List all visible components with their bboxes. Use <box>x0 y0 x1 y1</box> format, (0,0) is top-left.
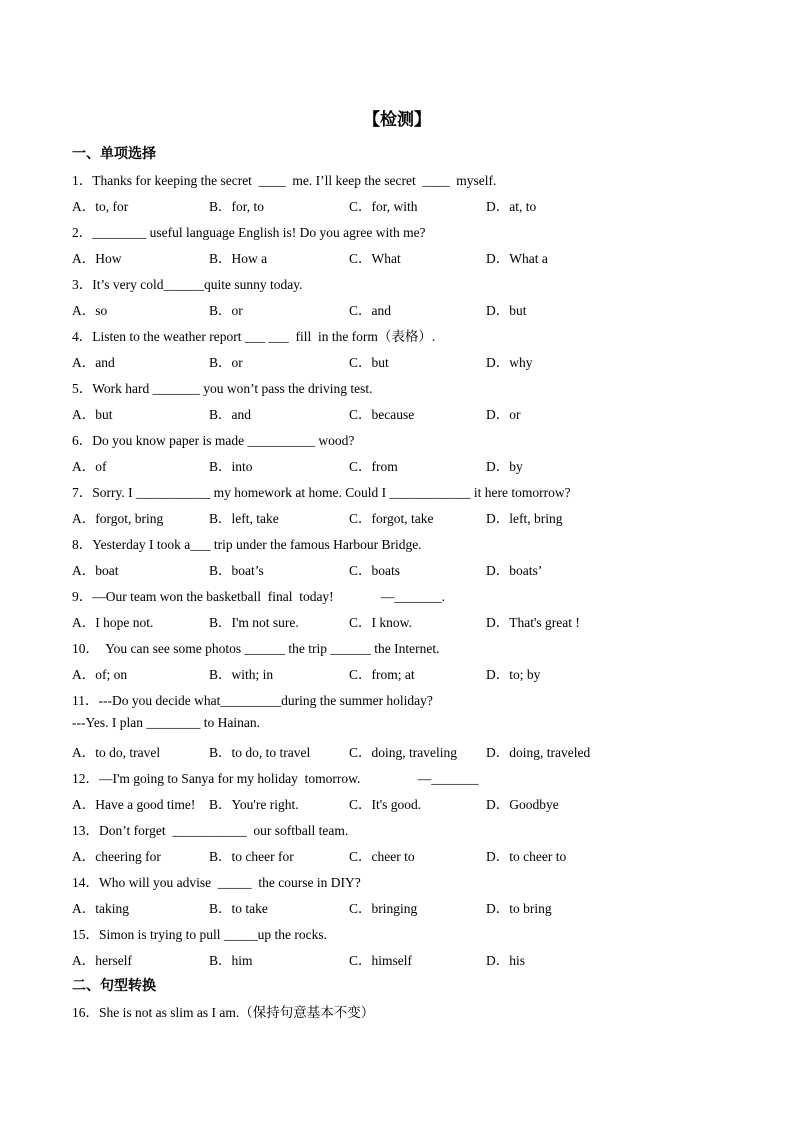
option-b: B．boat’s <box>209 563 264 578</box>
options-13 <box>72 845 732 865</box>
option-d: D．to cheer to <box>486 849 567 864</box>
option-d: D．to bring <box>486 901 552 916</box>
question-1: 1．Thanks for keeping the secret ____ me. I’ll keep the secret ____ myself. <box>72 173 497 188</box>
option-a: A．forgot, bring <box>72 511 164 526</box>
option-c: C．and <box>349 303 391 318</box>
options-6 <box>72 455 732 475</box>
option-d: D．Goodbye <box>486 797 559 812</box>
option-b: B．for, to <box>209 199 264 214</box>
option-d: D．by <box>486 459 523 474</box>
option-c: C．I know. <box>349 615 412 630</box>
question-11-reply: ---Yes. I plan ________ to Hainan. <box>72 715 260 730</box>
option-a: A．taking <box>72 901 129 916</box>
question-11: 11．---Do you decide what_________during the summer holiday? <box>72 693 433 708</box>
option-b: B．him <box>209 953 253 968</box>
question-6: 6．Do you know paper is made __________ wood? <box>72 433 355 448</box>
option-b: B．How a <box>209 251 268 266</box>
option-a: A．cheering for <box>72 849 161 864</box>
options-4 <box>72 351 732 371</box>
question-13: 13．Don’t forget ___________ our softball team. <box>72 823 349 838</box>
options-9 <box>72 611 732 631</box>
option-b: B．or <box>209 355 243 370</box>
option-c: C．himself <box>349 953 412 968</box>
section-heading-sentence-transformation: 二、句型转换 <box>72 978 156 994</box>
option-a: A．to do, travel <box>72 745 161 760</box>
option-b: B．and <box>209 407 251 422</box>
option-c: C．It's good. <box>349 797 422 812</box>
option-a: A．of <box>72 459 107 474</box>
option-a: A．I hope not. <box>72 615 154 630</box>
option-a: A．Have a good time! <box>72 797 196 812</box>
question-2: 2．________ useful language English is! Do you agree with me? <box>72 225 426 240</box>
option-a: A．How <box>72 251 122 266</box>
option-c: C．but <box>349 355 389 370</box>
options-11 <box>72 741 732 761</box>
page-title: 【检测】 <box>363 110 431 130</box>
options-15 <box>72 949 732 969</box>
option-a: A．herself <box>72 953 132 968</box>
option-d: D．to; by <box>486 667 541 682</box>
options-12 <box>72 793 732 813</box>
question-9: 9．—Our team won the basketball final today! —_______. <box>72 589 446 604</box>
option-b: B．left, take <box>209 511 279 526</box>
option-a: A．of; on <box>72 667 128 682</box>
option-b: B．to do, to travel <box>209 745 311 760</box>
option-b: B．with; in <box>209 667 274 682</box>
question-7: 7．Sorry. I ___________ my homework at home. Could I ____________ it here tomorrow? <box>72 485 571 500</box>
option-a: A．boat <box>72 563 119 578</box>
question-14: 14．Who will you advise _____ the course in DIY? <box>72 875 361 890</box>
option-a: A．to, for <box>72 199 129 214</box>
option-c: C．What <box>349 251 401 266</box>
options-3 <box>72 299 732 319</box>
option-a: A．but <box>72 407 113 422</box>
option-b: B．to take <box>209 901 268 916</box>
option-d: D．doing, traveled <box>486 745 591 760</box>
option-c: C．cheer to <box>349 849 415 864</box>
options-10 <box>72 663 732 683</box>
option-b: B．or <box>209 303 243 318</box>
option-c: C．for, with <box>349 199 418 214</box>
question-15: 15．Simon is trying to pull _____up the rocks. <box>72 927 327 942</box>
option-d: D．why <box>486 355 533 370</box>
question-16: 16．She is not as slim as I am.（保持句意基本不变） <box>72 1005 375 1020</box>
option-b: B．to cheer for <box>209 849 294 864</box>
options-8 <box>72 559 732 579</box>
question-10: 10． You can see some photos ______ the trip ______ the Internet. <box>72 641 440 656</box>
section-heading-multiple-choice: 一、单项选择 <box>72 146 156 162</box>
option-d: D．What a <box>486 251 548 266</box>
option-a: A．so <box>72 303 108 318</box>
option-c: C．forgot, take <box>349 511 434 526</box>
option-c: C．from <box>349 459 398 474</box>
question-5: 5．Work hard _______ you won’t pass the driving test. <box>72 381 373 396</box>
option-c: C．because <box>349 407 415 422</box>
question-4: 4．Listen to the weather report ___ ___ fill in the form（表格）. <box>72 329 436 344</box>
option-c: C．from; at <box>349 667 415 682</box>
option-b: B．You're right. <box>209 797 299 812</box>
option-d: D．That's great ! <box>486 615 580 630</box>
option-d: D．his <box>486 953 526 968</box>
options-14 <box>72 897 732 917</box>
option-c: C．boats <box>349 563 401 578</box>
option-a: A．and <box>72 355 115 370</box>
option-d: D．at, to <box>486 199 537 214</box>
option-c: C．bringing <box>349 901 418 916</box>
options-5 <box>72 403 732 423</box>
option-d: D．boats’ <box>486 563 543 578</box>
options-2 <box>72 247 732 267</box>
option-b: B．I'm not sure. <box>209 615 299 630</box>
options-7 <box>72 507 732 527</box>
option-d: D．but <box>486 303 527 318</box>
options-1 <box>72 195 732 215</box>
question-3: 3．It’s very cold______quite sunny today. <box>72 277 303 292</box>
option-d: D．or <box>486 407 521 422</box>
question-12: 12．—I'm going to Sanya for my holiday tomorrow. —_______ <box>72 771 479 786</box>
question-8: 8．Yesterday I took a___ trip under the famous Harbour Bridge. <box>72 537 422 552</box>
option-d: D．left, bring <box>486 511 563 526</box>
option-b: B．into <box>209 459 253 474</box>
option-c: C．doing, traveling <box>349 745 457 760</box>
